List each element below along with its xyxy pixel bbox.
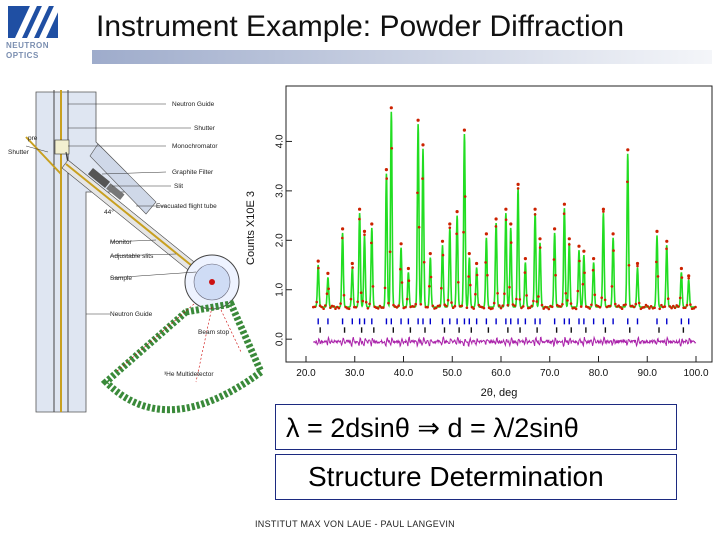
observed-point [638, 302, 641, 305]
observed-point [391, 147, 394, 150]
observed-peak-point [400, 242, 403, 245]
observed-point [462, 231, 465, 234]
observed-point [428, 285, 431, 288]
observed-point [315, 301, 318, 304]
observed-peak-point [341, 227, 344, 230]
observed-point [679, 297, 682, 300]
observed-point [442, 254, 445, 257]
title-underline [92, 50, 712, 64]
slide-title: Instrument Example: Powder Diffraction [96, 10, 625, 43]
observed-point [650, 305, 653, 308]
observed-peak-point [553, 227, 556, 230]
observed-point [314, 306, 317, 309]
observed-point [681, 276, 684, 279]
observed-point [469, 284, 472, 287]
observed-point [495, 225, 498, 228]
observed-point [338, 307, 341, 310]
observed-point [621, 307, 624, 310]
observed-point [360, 291, 363, 294]
observed-point [624, 303, 627, 306]
observed-point [430, 276, 433, 279]
observed-point [517, 187, 520, 190]
observed-point [524, 271, 527, 274]
observed-peak-point [680, 267, 683, 270]
observed-point [385, 177, 388, 180]
label-slit: Slit [174, 183, 184, 190]
observed-point [476, 274, 479, 277]
label-graphite-filter: Graphite Filter [172, 169, 214, 176]
observed-point [604, 299, 607, 302]
observed-point [363, 233, 366, 236]
observed-point [626, 181, 629, 184]
observed-peak-point [524, 257, 527, 260]
observed-point [612, 249, 615, 252]
neutron-optics-logo [6, 6, 62, 64]
observed-point [507, 304, 510, 307]
observed-point [519, 298, 522, 301]
observed-point [648, 307, 651, 310]
observed-point [438, 304, 441, 307]
observed-point [611, 285, 614, 288]
x-tick-label: 80.0 [588, 368, 609, 379]
observed-point [413, 305, 416, 308]
observed-point [646, 305, 649, 308]
observed-peak-point [504, 208, 507, 211]
observed-point [447, 299, 450, 302]
observed-point [389, 251, 392, 254]
observed-peak-point [390, 106, 393, 109]
observed-point [600, 296, 603, 299]
observed-peak-point [626, 148, 629, 151]
observed-peak-point [687, 274, 690, 277]
x-axis-label: 2θ, deg [480, 387, 518, 399]
observed-peak-point [568, 237, 571, 240]
observed-point [333, 305, 336, 308]
observed-point [657, 275, 660, 278]
observed-point [554, 274, 557, 277]
observed-point [500, 307, 503, 310]
observed-point [570, 302, 573, 305]
observed-point [370, 242, 373, 245]
y-tick-label: 2.0 [274, 233, 286, 248]
observed-point [384, 287, 387, 290]
observed-point [406, 298, 409, 301]
instrument-schematic [6, 82, 276, 454]
observed-point [368, 303, 371, 306]
observed-point [493, 302, 496, 305]
observed-point [404, 306, 407, 309]
observed-point [455, 233, 458, 236]
x-tick-label: 40.0 [393, 368, 414, 379]
observed-peak-point [534, 208, 537, 211]
observed-point [450, 301, 453, 304]
observed-point [614, 303, 617, 306]
observed-peak-point [429, 252, 432, 255]
observed-point [355, 306, 358, 309]
bragg-equation: λ = 2dsinθ ⇒ d = λ/2sinθ [286, 413, 579, 443]
label-adjustable-slits: Adjustable slits [110, 253, 154, 260]
observed-point [501, 304, 504, 307]
logo-line1: NEUTRON [6, 41, 50, 50]
observed-peak-point [577, 245, 580, 248]
observed-point [491, 307, 494, 310]
label-monochromator: Monochromator [172, 143, 218, 150]
observed-point [423, 261, 426, 264]
footer-institute: INSTITUT MAX VON LAUE - PAUL LANGEVIN [255, 519, 455, 529]
observed-point [536, 300, 539, 303]
observed-point [324, 304, 327, 307]
observed-peak-point [468, 252, 471, 255]
multidetector-arc [106, 304, 261, 410]
observed-point [362, 300, 365, 303]
observed-point [503, 292, 506, 295]
observed-point [377, 307, 380, 310]
observed-point [653, 307, 656, 310]
observed-peak-point [317, 260, 320, 263]
observed-point [449, 226, 452, 229]
observed-point [505, 218, 508, 221]
observed-peak-point [351, 262, 354, 265]
observed-peak-point [582, 250, 585, 253]
observed-point [365, 301, 368, 304]
observed-point [582, 283, 585, 286]
observed-peak-point [417, 119, 420, 122]
observed-peak-point [456, 210, 459, 213]
observed-point [454, 305, 457, 308]
observed-peak-point [602, 208, 605, 211]
observed-point [667, 297, 670, 300]
sample-point [209, 279, 215, 285]
observed-point [445, 305, 448, 308]
observed-peak-point [358, 208, 361, 211]
observed-point [399, 268, 402, 271]
observed-point [348, 308, 351, 311]
observed-point [665, 248, 668, 251]
observed-point [508, 286, 511, 289]
observed-point [539, 246, 542, 249]
label-shutter-left: Shutter [8, 149, 29, 156]
observed-point [457, 281, 460, 284]
observed-point [664, 305, 667, 308]
observed-point [420, 303, 423, 306]
observed-peak-point [326, 272, 329, 275]
observed-point [339, 302, 342, 305]
observed-point [525, 294, 528, 297]
observed-point [397, 304, 400, 307]
observed-point [674, 307, 677, 310]
observed-point [440, 287, 443, 290]
y-tick-label: 4.0 [274, 134, 286, 149]
y-tick-labels [275, 134, 286, 346]
observed-point [486, 274, 489, 277]
observed-point [474, 293, 477, 296]
observed-point [566, 299, 569, 302]
observed-point [426, 306, 429, 309]
label-flight-tube: Evacuated flight tube [156, 203, 217, 210]
observed-point [592, 269, 595, 272]
observed-point [689, 303, 692, 306]
observed-point [382, 306, 385, 309]
observed-peak-point [363, 230, 366, 233]
observed-point [563, 212, 566, 215]
label-sample: Sample [110, 275, 133, 282]
observed-point [416, 192, 419, 195]
x-tick-label: 70.0 [540, 368, 560, 379]
observed-point [322, 307, 325, 310]
observed-point [541, 304, 544, 307]
observed-point [588, 307, 591, 310]
observed-peak-point [475, 262, 478, 265]
observed-peak-point [448, 222, 451, 225]
observed-point [358, 218, 361, 221]
observed-point [351, 266, 354, 269]
observed-peak-point [407, 267, 410, 270]
observed-peak-point [421, 143, 424, 146]
monochromator-block [55, 140, 69, 154]
observed-point [575, 308, 578, 311]
observed-peak-point [385, 168, 388, 171]
observed-point [421, 177, 424, 180]
observed-point [686, 304, 689, 307]
observed-peak-point [485, 232, 488, 235]
observed-point [401, 281, 404, 284]
observed-point [464, 195, 467, 198]
observed-point [578, 260, 581, 263]
observed-point [590, 304, 593, 307]
x-tick-label: 30.0 [345, 368, 365, 379]
y-tick-label: 0.0 [274, 332, 286, 347]
observed-peak-point [612, 232, 615, 235]
observed-point [553, 258, 556, 261]
observed-point [515, 298, 518, 301]
observed-point [350, 298, 353, 301]
observed-point [628, 264, 631, 267]
observed-peak-point [463, 129, 466, 132]
observed-peak-point [636, 262, 639, 265]
observed-point [343, 294, 346, 297]
y-tick-label: 1.0 [274, 282, 286, 297]
observed-point [317, 267, 320, 270]
observed-point [510, 241, 513, 244]
observed-point [559, 305, 562, 308]
observed-point [472, 307, 475, 310]
observed-point [498, 304, 501, 307]
observed-point [565, 292, 568, 295]
observed-peak-point [665, 240, 668, 243]
observed-point [670, 307, 673, 310]
observed-point [326, 292, 329, 295]
observed-point [367, 307, 370, 310]
observed-peak-point [370, 222, 373, 225]
label-angle-left: pre [28, 135, 38, 142]
observed-point [635, 303, 638, 306]
observed-point [466, 306, 469, 309]
label-beam-stop: Beam stop [198, 329, 230, 336]
observed-peak-point [538, 237, 541, 240]
observed-peak-point [441, 240, 444, 243]
observed-peak-point [655, 230, 658, 233]
observed-point [594, 294, 597, 297]
guide-housing [36, 92, 126, 412]
observed-peak-point [563, 203, 566, 206]
observed-point [513, 304, 516, 307]
y-axis-label: Counts X10E 3 [245, 191, 257, 265]
x-tick-label: 20.0 [296, 368, 316, 379]
observed-point [583, 272, 586, 275]
observed-point [655, 261, 658, 264]
x-tick-label: 50.0 [442, 368, 462, 379]
observed-point [327, 288, 330, 291]
observed-peak-point [495, 217, 498, 220]
observed-point [484, 261, 487, 264]
observed-peak-point [517, 183, 520, 186]
x-tick-label: 90.0 [637, 368, 657, 379]
x-tick-label: 60.0 [491, 368, 511, 379]
observed-point [658, 308, 661, 311]
observed-point [599, 306, 602, 309]
observed-point [551, 306, 554, 309]
observed-point [568, 243, 571, 246]
observed-point [522, 305, 525, 308]
structure-determination: Structure Determination [308, 461, 604, 492]
observed-point [684, 306, 687, 309]
diffraction-chart [244, 78, 718, 400]
x-tick-labels [296, 368, 709, 379]
observed-point [677, 305, 680, 308]
observed-point [356, 301, 359, 304]
observed-point [341, 237, 344, 240]
observed-point [532, 300, 535, 303]
observed-point [561, 303, 564, 306]
plot-frame [286, 86, 712, 362]
observed-peak-point [592, 257, 595, 260]
observed-point [414, 303, 417, 306]
observed-peak-point [509, 222, 512, 225]
observed-point [418, 226, 421, 229]
logo-text [6, 41, 49, 61]
observed-point [633, 306, 636, 309]
observed-point [534, 213, 537, 216]
label-shutter: Shutter [194, 125, 215, 132]
subtitle-box [275, 454, 677, 500]
observed-point [609, 305, 612, 308]
observed-point [537, 295, 540, 298]
logo-mark [8, 6, 58, 38]
observed-point [530, 305, 533, 308]
observed-point [372, 285, 375, 288]
label-angle-right: 44° [104, 209, 114, 216]
label-multidetector: ³He Multidetector [164, 371, 214, 378]
observed-point [694, 306, 697, 309]
observed-point [580, 305, 583, 308]
label-monitor: Monitor [110, 239, 132, 246]
observed-point [461, 305, 464, 308]
x-tick-label: 100.0 [683, 368, 709, 379]
label-neutron-guide: Neutron Guide [172, 101, 215, 108]
observed-point [483, 307, 486, 310]
equation-box [275, 404, 677, 450]
observed-point [577, 290, 580, 293]
observed-point [548, 308, 551, 311]
y-tick-label: 3.0 [274, 183, 286, 198]
observed-point [467, 275, 470, 278]
observed-point [432, 305, 435, 308]
observed-point [496, 292, 499, 295]
observed-point [408, 279, 411, 282]
observed-point [643, 306, 646, 309]
label-neutron-guide-2: Neutron Guide [110, 311, 153, 318]
logo-line2: OPTICS [6, 51, 39, 60]
observed-point [387, 302, 390, 305]
